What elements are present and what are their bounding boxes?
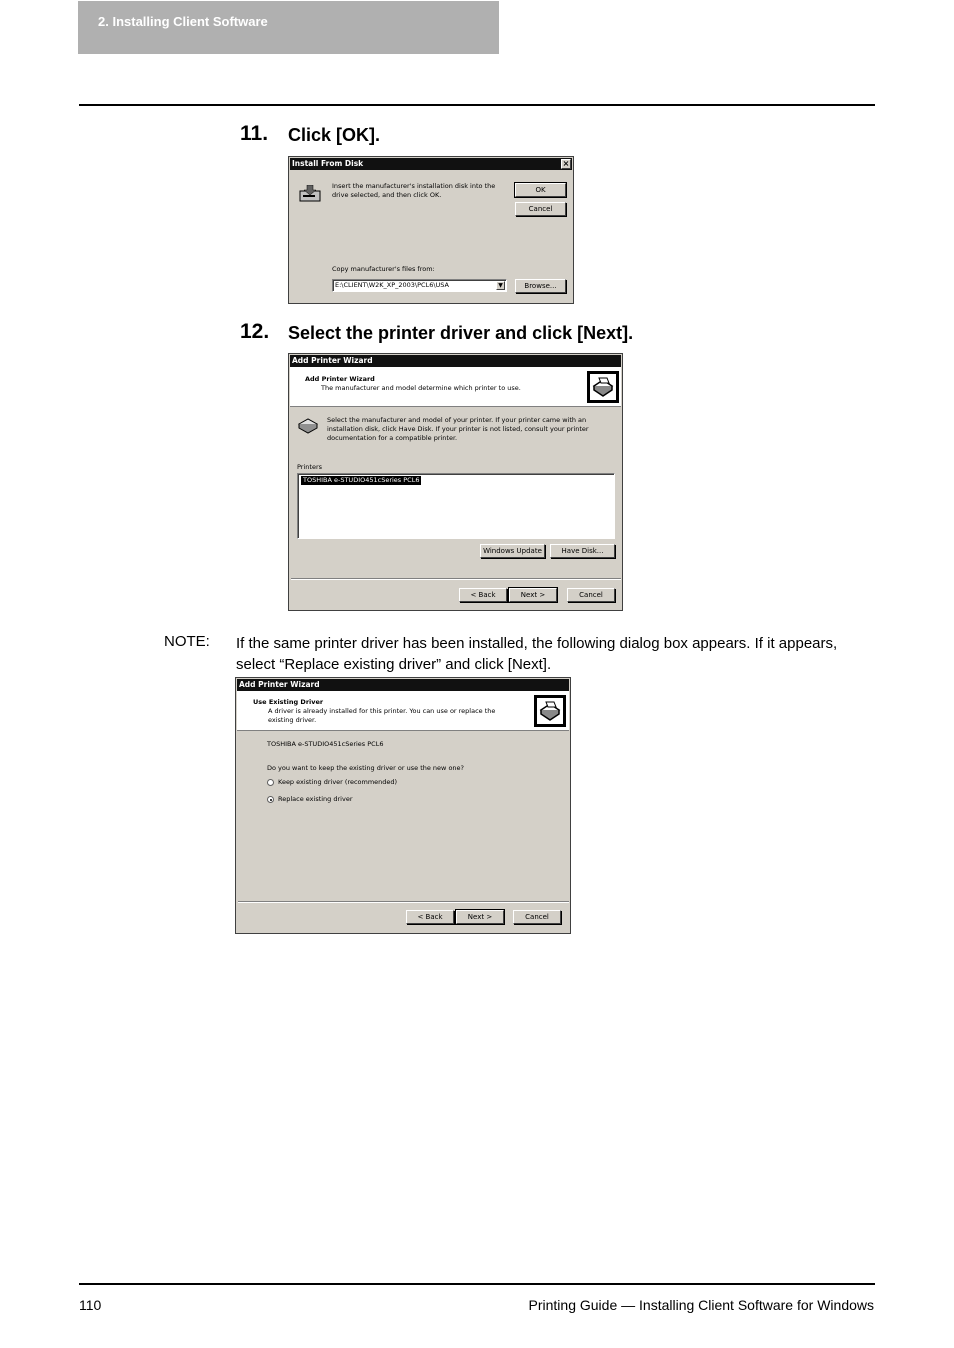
wizard-header bbox=[290, 367, 621, 407]
wizard-title: Add Printer Wizard bbox=[292, 356, 373, 365]
step-12-text: Select the printer driver and click [Next]. bbox=[288, 323, 634, 343]
use-existing-driver-dialog bbox=[235, 677, 571, 934]
cancel-button[interactable]: Cancel bbox=[515, 202, 566, 216]
install-from-disk-dialog bbox=[288, 156, 574, 304]
replace-driver-radio[interactable] bbox=[267, 796, 274, 803]
wizard2-separator bbox=[238, 901, 569, 903]
ok-button[interactable]: OK bbox=[515, 183, 566, 197]
wizard-separator bbox=[291, 578, 621, 580]
cancel-button[interactable]: Cancel bbox=[513, 910, 561, 924]
footer-title: Printing Guide — Installing Client Software for Windows bbox=[528, 1297, 874, 1313]
browse-button[interactable]: Browse... bbox=[515, 279, 566, 293]
back-button[interactable]: < Back bbox=[406, 910, 454, 924]
have-disk-button[interactable]: Have Disk... bbox=[550, 544, 615, 558]
section-header-tab bbox=[78, 1, 499, 54]
bottom-rule bbox=[79, 1283, 875, 1285]
printer-icon bbox=[534, 695, 566, 727]
wizard-instruction: Select the manufacturer and model of your printer. If your printer came with an installation disk, click Have Disk. If your printer is not listed, consult your printer documentation for a compatible printer. bbox=[327, 416, 589, 442]
install-instruction: Insert the manufacturer's installation disk into the drive selected, and then click OK. bbox=[332, 182, 496, 199]
printer-small-icon bbox=[297, 416, 319, 434]
printers-label: Printers bbox=[297, 463, 323, 471]
wizard2-header bbox=[237, 691, 569, 731]
chevron-down-icon[interactable]: ▼ bbox=[496, 281, 505, 290]
wizard-heading: Add Printer Wizard bbox=[305, 375, 375, 383]
back-button[interactable]: < Back bbox=[459, 588, 507, 602]
windows-update-button[interactable]: Windows Update bbox=[480, 544, 545, 558]
wizard2-title: Add Printer Wizard bbox=[239, 680, 320, 689]
copy-from-label: Copy manufacturer's files from: bbox=[332, 265, 435, 273]
wizard-subheading: The manufacturer and model determine which printer to use. bbox=[321, 384, 521, 392]
disk-drive-icon bbox=[299, 185, 321, 203]
close-icon[interactable]: × bbox=[562, 159, 570, 168]
step-12-number: 12. bbox=[240, 320, 270, 343]
top-rule bbox=[79, 104, 875, 106]
note-text: If the same printer driver has been installed, the following dialog box appears. If it appears, select “Replace existing driver” and click [Next]. bbox=[236, 635, 838, 673]
note-label: NOTE: bbox=[164, 633, 210, 650]
keep-driver-radio[interactable] bbox=[267, 779, 274, 786]
page-number: 110 bbox=[79, 1297, 102, 1313]
path-value: E:\CLIENT\W2K_XP_2003\PCL6\USA bbox=[335, 281, 449, 289]
path-combo[interactable] bbox=[332, 279, 507, 292]
keep-question: Do you want to keep the existing driver or use the new one? bbox=[267, 764, 464, 772]
dialog-titlebar bbox=[290, 158, 572, 170]
step-11-number: 11. bbox=[240, 122, 269, 145]
wizard2-subheading: A driver is already installed for this printer. You can use or replace the existing driver. bbox=[268, 707, 496, 724]
keep-driver-label[interactable]: Keep existing driver (recommended) bbox=[278, 778, 398, 786]
dialog-title: Install From Disk bbox=[292, 159, 364, 168]
printer-list-item[interactable]: TOSHIBA e-STUDIO451cSeries PCL6 bbox=[303, 476, 420, 484]
cancel-button[interactable]: Cancel bbox=[567, 588, 615, 602]
section-title: 2. Installing Client Software bbox=[98, 14, 268, 29]
next-button[interactable]: Next > bbox=[456, 910, 504, 924]
wizard-titlebar bbox=[290, 355, 621, 367]
next-button[interactable]: Next > bbox=[509, 588, 557, 602]
add-printer-wizard-dialog bbox=[288, 353, 623, 611]
printers-listbox[interactable] bbox=[297, 473, 615, 539]
wizard2-heading: Use Existing Driver bbox=[253, 698, 324, 706]
driver-name: TOSHIBA e-STUDIO451cSeries PCL6 bbox=[267, 740, 384, 748]
replace-driver-label[interactable]: Replace existing driver bbox=[278, 795, 353, 803]
wizard2-titlebar bbox=[237, 679, 569, 691]
printer-icon bbox=[587, 371, 619, 403]
step-11-text: Click [OK]. bbox=[288, 125, 381, 145]
